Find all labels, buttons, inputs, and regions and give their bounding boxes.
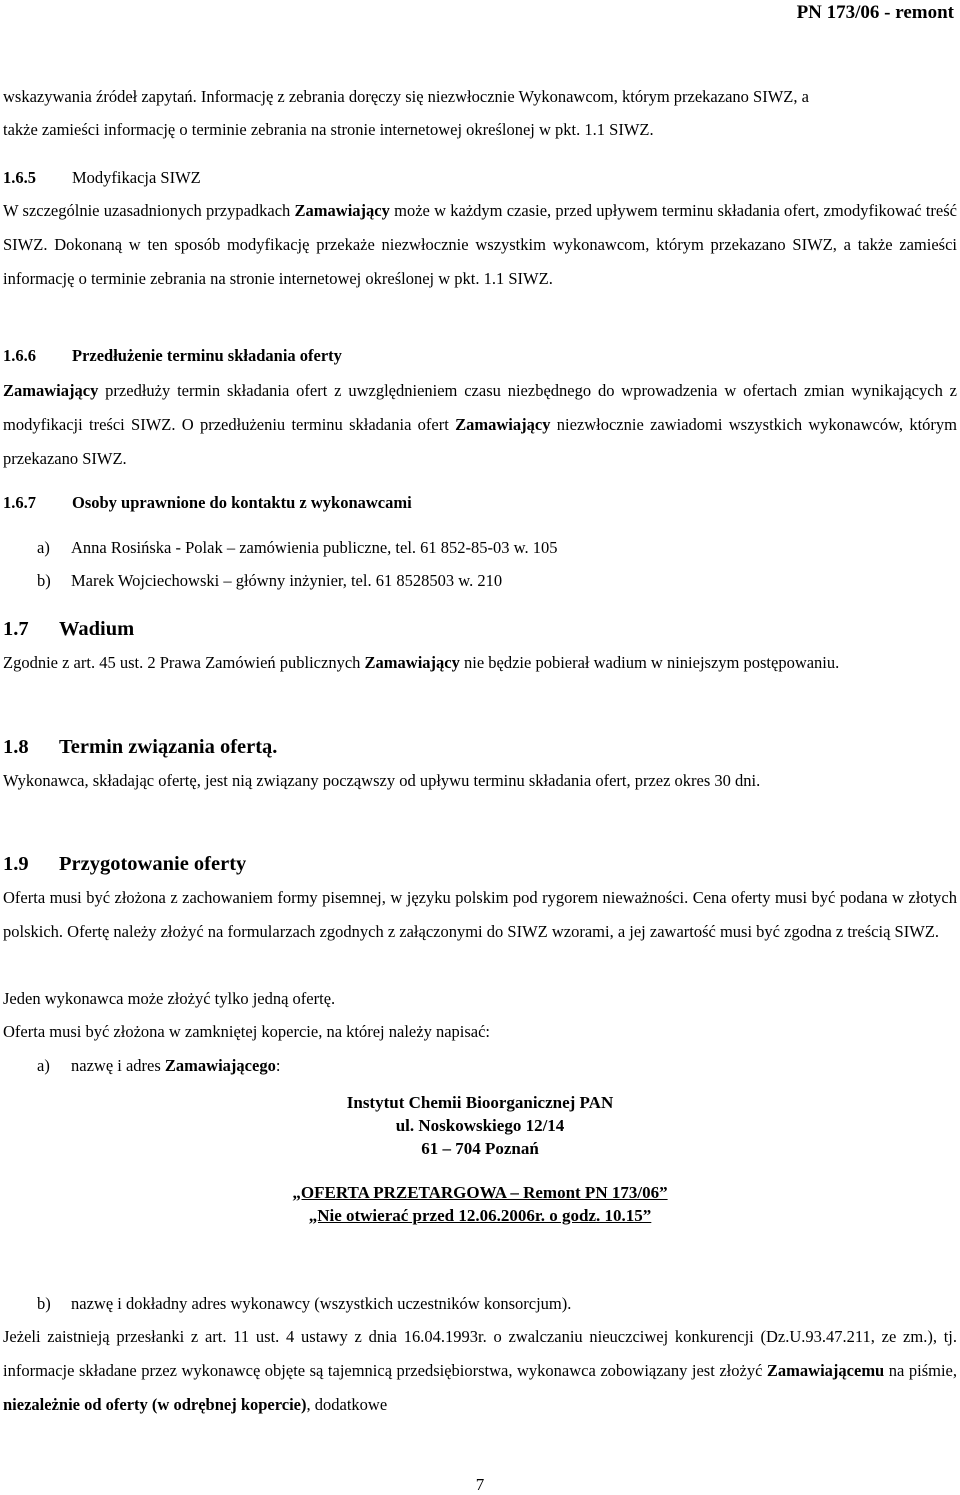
text-run: nazwę i adres [71,1056,165,1075]
bold-term: niezależnie od oferty (w odrębnej kopercie) [3,1395,307,1414]
list-marker: b) [37,1294,51,1313]
list-marker: a) [37,538,50,557]
section-number: 1.6.5 [3,168,36,187]
section-1-9-paragraph-3: Oferta musi być złożona w zamkniętej kopercie, na której należy napisać: [3,1022,490,1041]
bold-term: Zamawiający [294,201,390,220]
section-1-6-7-heading [3,492,412,514]
section-1-8-heading [3,734,277,760]
section-1-7-body [3,646,957,680]
intro-line-1: wskazywania źródeł zapytań. Informację z zebrania doręczy się niezwłocznie Wykonawcom, którym przekazano SIWZ, a [3,87,809,106]
list-marker: b) [37,571,51,590]
section-title: Termin związania ofertą. [59,736,278,758]
section-1-6-5-heading [3,167,201,189]
envelope-item-b [37,1293,571,1315]
section-1-6-5-body [3,194,957,296]
section-1-7-heading [3,616,134,642]
text-run: W szczególnie uzasadnionych przypadkach [3,201,295,220]
section-1-8-body: Wykonawca, składając ofertę, jest nią związany począwszy od upływu terminu składania ofert, przez okres 30 dni. [3,771,761,790]
list-marker: a) [37,1056,50,1075]
bold-term: Zamawiający [455,415,551,434]
contact-text: Marek Wojciechowski – główny inżynier, tel. 61 8528503 w. 210 [71,571,503,590]
text-run: na piśmie, [884,1361,957,1380]
address-line-3: 61 – 704 Poznań [421,1139,539,1158]
section-title: Przedłużenie terminu składania oferty [72,346,342,365]
bold-term: Zamawiającemu [766,1361,885,1380]
bold-term: Zamawiający [3,381,99,400]
text-run: : [275,1056,281,1075]
contact-text: Anna Rosińska - Polak – zamówienia publiczne, tel. 61 852-85-03 w. 105 [71,538,558,557]
section-1-9-paragraph-2: Jeden wykonawca może złożyć tylko jedną ofertę. [3,989,336,1008]
envelope-item-a [37,1055,280,1077]
section-number: 1.6.7 [3,493,36,512]
section-1-6-6-heading [3,345,342,367]
bold-term: Zamawiający [364,653,460,672]
text-run: niezwłocznie zawiadomi wszystkich wykonawców, którym przekazano SIWZ. [3,415,958,468]
section-number: 1.8 [3,736,29,758]
text-run: nazwę i dokładny adres wykonawcy (wszystkich uczestników konsorcjum). [71,1294,572,1313]
text-run: nie będzie pobierał wadium w niniejszym postępowaniu. [459,653,840,672]
section-1-9-paragraph-1: Oferta musi być złożona z zachowaniem formy pisemnej, w języku polskim pod rygorem nieważności. Cena oferty musi być podana w złotych polskich. Ofertę należy złożyć na formularzach zgodnych z załączonymi do SIWZ wzorami, a jej zawartość musi być zgodna z treścią SIWZ. [3,888,957,941]
running-header: PN 173/06 - remont [796,2,954,23]
contact-item [37,570,502,592]
bold-term: Zamawiającego [164,1056,276,1075]
text-run: Zgodnie z art. 45 ust. 2 Prawa Zamówień publicznych [3,653,365,672]
text-run: przedłuży termin składania ofert z uwzględnieniem czasu niezbędnego do wprowadzenia w ofertach zmian wynikających z modyfikacji treści SIWZ. O przedłużeniu terminu składania ofert [3,381,957,434]
section-number: 1.6.6 [3,346,36,365]
contact-item [37,537,558,559]
address-line-2: ul. Noskowskiego 12/14 [395,1116,565,1135]
text-run: Jeżeli zaistnieją przesłanki z art. 11 ust. 4 ustawy z dnia 16.04.1993r. o zwalczaniu nieuczciwej konkurencji (Dz.U.93.47.211, ze zm.), tj. informacje składane przez wykonawcę objęte są tajemnicą przedsiębiorstwa, wykonawca zobowiązany jest złożyć [3,1327,957,1380]
intro-line-2: także zamieści informację o terminie zebrania na stronie internetowej określonej w pkt. 1.1 SIWZ. [3,120,654,139]
section-number: 1.7 [3,618,29,640]
section-1-6-6-body [3,374,957,476]
section-title: Osoby uprawnione do kontaktu z wykonawcami [72,493,412,512]
address-line-1: Instytut Chemii Bioorganicznej PAN [346,1093,614,1112]
section-1-9-heading [3,851,246,877]
section-number: 1.9 [3,853,29,875]
section-title: Wadium [59,618,135,640]
text-run: może w każdym czasie, przed upływem terminu składania ofert, zmodyfikować treść SIWZ. Dokonaną w ten sposób modyfikację przekaże niezwłocznie wszystkim wykonawcom, którym przekazano SIWZ, a także zamieści informację o terminie zebrania na stronie internetowej określonej w pkt. 1.1 SIWZ. [3,201,957,288]
section-1-9-paragraph-4 [3,1320,957,1422]
envelope-caption-line-1: „OFERTA PRZETARGOWA – Remont PN 173/06” [292,1183,668,1202]
section-title: Przygotowanie oferty [59,853,247,875]
page-number: 7 [475,1475,485,1494]
envelope-caption-line-2: „Nie otwierać przed 12.06.2006r. o godz. 10.15” [308,1206,652,1225]
section-title: Modyfikacja SIWZ [72,168,201,187]
text-run: , dodatkowe [306,1395,388,1414]
